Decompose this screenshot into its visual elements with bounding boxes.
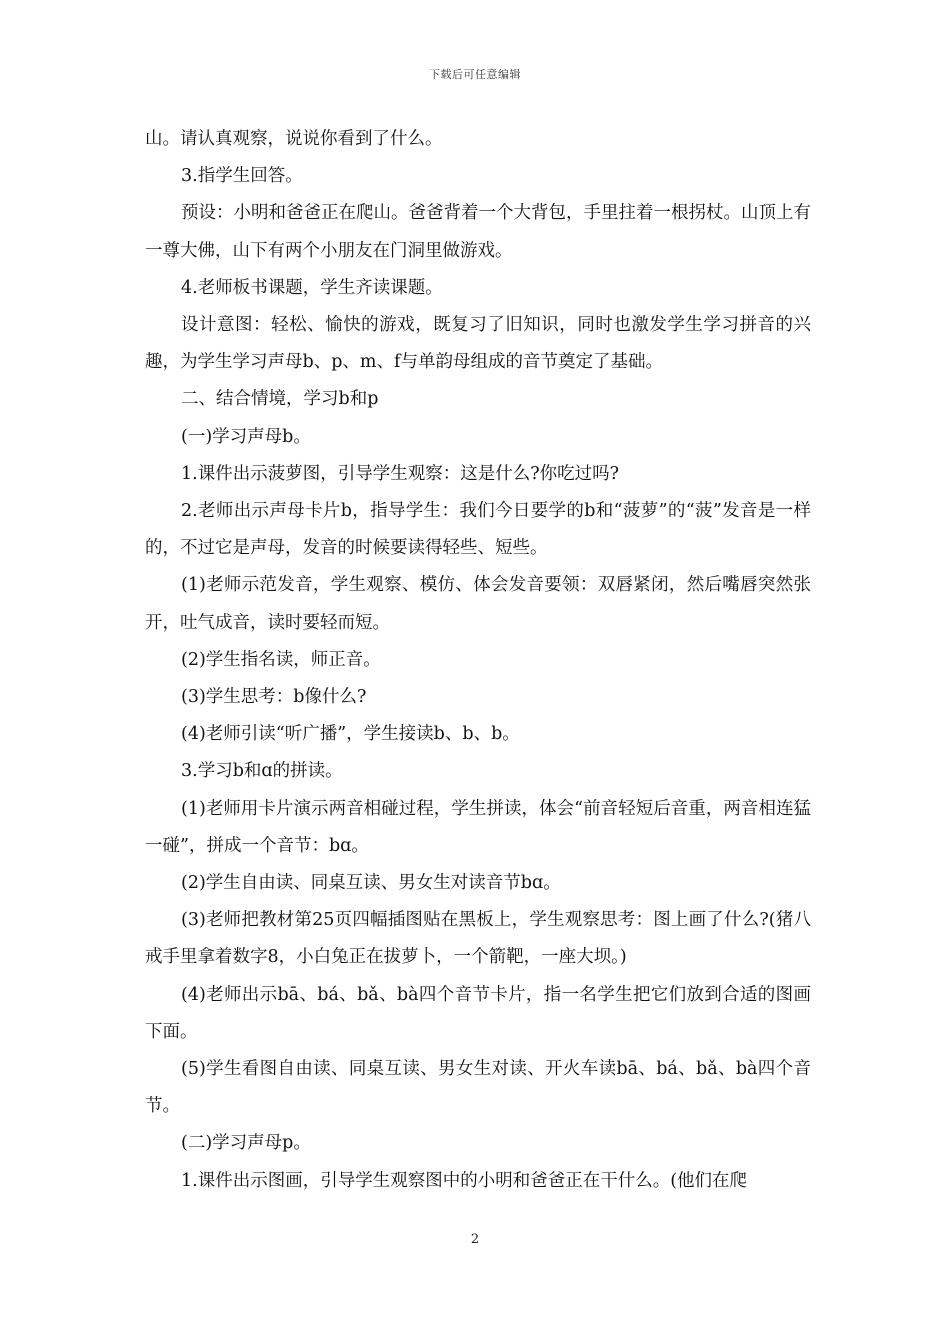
document-body [145, 121, 811, 1200]
subsection-heading: (二)学习声母p。 [181, 1133, 311, 1154]
paragraph: (1)老师用卡片演示两音相碰过程，学生拼读，体会“前音轻短后音重，两音相连猛一碰”，拼成一个音节：bɑ。 [145, 798, 811, 856]
paragraph: 2.老师出示声母卡片b，指导学生：我们今日要学的b和“菠萝”的“菠”发音是一样的，不过它是声母，发音的时候要读得轻些、短些。 [145, 501, 811, 559]
page-number: 2 [470, 1232, 480, 1247]
paragraph: 1.课件出示图画，引导学生观察图中的小明和爸爸正在干什么。(他们在爬 [181, 1170, 748, 1191]
paragraph: 4.老师板书课题，学生齐读课题。 [181, 277, 443, 298]
paragraph: (3)老师把教材第25页四幅插图贴在黑板上，学生观察思考：图上画了什么?(猪八戒手里拿着数字8，小白兔正在拔萝卜，一个箭靶，一座大坝。) [145, 910, 811, 968]
paragraph: (2)学生自由读、同桌互读、男女生对读音节bɑ。 [181, 873, 561, 894]
page-header: 下载后可任意编辑 [429, 68, 521, 81]
paragraph: (3)学生思考：b像什么? [181, 687, 367, 708]
paragraph: (4)老师出示bā、bá、bǎ、bà四个音节卡片，指一名学生把它们放到合适的图画下面。 [145, 984, 811, 1042]
paragraph: (2)学生指名读，师正音。 [181, 649, 381, 670]
paragraph: 3.学习b和ɑ的拼读。 [181, 761, 343, 782]
paragraph: 1.课件出示菠萝图，引导学生观察：这是什么?你吃过吗? [181, 463, 619, 484]
paragraph: 预设：小明和爸爸正在爬山。爸爸背着一个大背包，手里拄着一根拐杖。山顶上有一尊大佛，山下有两个小朋友在门洞里做游戏。 [145, 203, 811, 261]
subsection-heading: (一)学习声母b。 [181, 426, 311, 447]
paragraph: (5)学生看图自由读、同桌互读、男女生对读、开火车读bā、bá、bǎ、bà四个音节。 [145, 1059, 811, 1117]
paragraph: (4)老师引读“听广播”，学生接读b、b、b。 [181, 724, 520, 745]
paragraph: 设计意图：轻松、愉快的游戏，既复习了旧知识，同时也激发学生学习拼音的兴趣，为学生学习声母b、p、m、f与单韵母组成的音节奠定了基础。 [145, 315, 811, 373]
paragraph: 山。请认真观察，说说你看到了什么。 [145, 129, 443, 149]
section-heading: 二、结合情境，学习b和p [181, 389, 379, 410]
paragraph: 3.指学生回答。 [181, 166, 303, 187]
paragraph: (1)老师示范发音，学生观察、模仿、体会发音要领：双唇紧闭，然后嘴唇突然张开，吐气成音，读时要轻而短。 [145, 575, 811, 633]
